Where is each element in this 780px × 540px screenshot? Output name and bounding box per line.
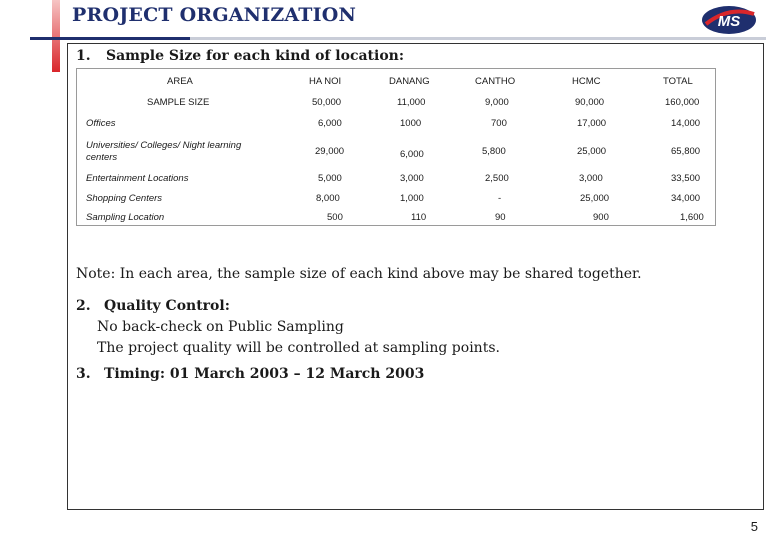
column-header: AREA (167, 76, 193, 87)
table-cell: 65,800 (671, 146, 701, 157)
header-rule-accent (30, 37, 190, 40)
table-cell: 33,500 (671, 173, 701, 184)
table-cell: 160,000 (665, 97, 700, 108)
table-cell: 25,000 (577, 146, 607, 157)
row-label: Sampling Location (86, 212, 165, 223)
table-cell: 29,000 (315, 146, 345, 157)
row-label: Offices (86, 118, 116, 129)
section-line: No back-check on Public Sampling (97, 319, 344, 335)
section-heading: Sample Size for each kind of location: (106, 48, 405, 64)
timing-text: Timing: 01 March 2003 – 12 March 2003 (104, 366, 425, 382)
table-cell: 50,000 (312, 97, 342, 108)
table-cell: 2,500 (485, 173, 509, 184)
table-cell: 3,000 (400, 173, 424, 184)
table-cell: 700 (491, 118, 507, 129)
row-label: Shopping Centers (86, 193, 163, 204)
svg-text:MS: MS (717, 13, 741, 30)
table-cell: 1,600 (680, 212, 704, 223)
section-3 (76, 366, 424, 382)
table-cell: 14,000 (671, 118, 701, 129)
column-header: TOTAL (663, 76, 693, 87)
column-header: HA NOI (309, 76, 342, 87)
section-heading: Quality Control: (104, 298, 230, 314)
table-cell: 1000 (400, 118, 422, 129)
table-cell: 6,000 (318, 118, 342, 129)
table-cell: 1,000 (400, 193, 424, 204)
section-1-heading (76, 48, 404, 64)
table-cell: 34,000 (671, 193, 701, 204)
section-number: 1. (76, 48, 91, 64)
section-number: 3. (76, 366, 91, 382)
table-cell: 5,000 (318, 173, 342, 184)
table-cell: 90 (495, 212, 506, 223)
table-cell: 11,000 (397, 97, 426, 108)
column-header: HCMC (572, 76, 601, 87)
row-label: Universities/ Colleges/ Night learning centers (86, 140, 242, 163)
table-cell: 900 (593, 212, 609, 223)
table-cell: - (498, 193, 502, 204)
table-cell: 17,000 (577, 118, 607, 129)
row-label: Entertainment Locations (86, 173, 189, 184)
accent-bar (52, 0, 60, 72)
section-2 (76, 296, 500, 359)
sample-size-table (76, 68, 716, 226)
column-header: DANANG (389, 76, 430, 87)
page-title: PROJECT ORGANIZATION (72, 4, 357, 26)
table-cell: 8,000 (316, 193, 340, 204)
section-number: 2. (76, 298, 91, 314)
table-cell: 90,000 (575, 97, 605, 108)
table-cell: 110 (411, 212, 427, 223)
table-cell: 25,000 (580, 193, 610, 204)
table-cell: 3,000 (579, 173, 603, 184)
table-cell: 5,800 (482, 146, 506, 157)
section-line: The project quality will be controlled at sampling points. (97, 340, 500, 356)
company-logo (700, 2, 758, 36)
column-header: CANTHO (475, 76, 516, 87)
page-number: 5 (750, 519, 758, 534)
table-cell: 6,000 (400, 149, 424, 160)
table-cell: 9,000 (485, 97, 509, 108)
table-cell: 500 (327, 212, 343, 223)
row-label: SAMPLE SIZE (147, 97, 210, 108)
note-text: Note: In each area, the sample size of each kind above may be shared together. (76, 266, 642, 282)
